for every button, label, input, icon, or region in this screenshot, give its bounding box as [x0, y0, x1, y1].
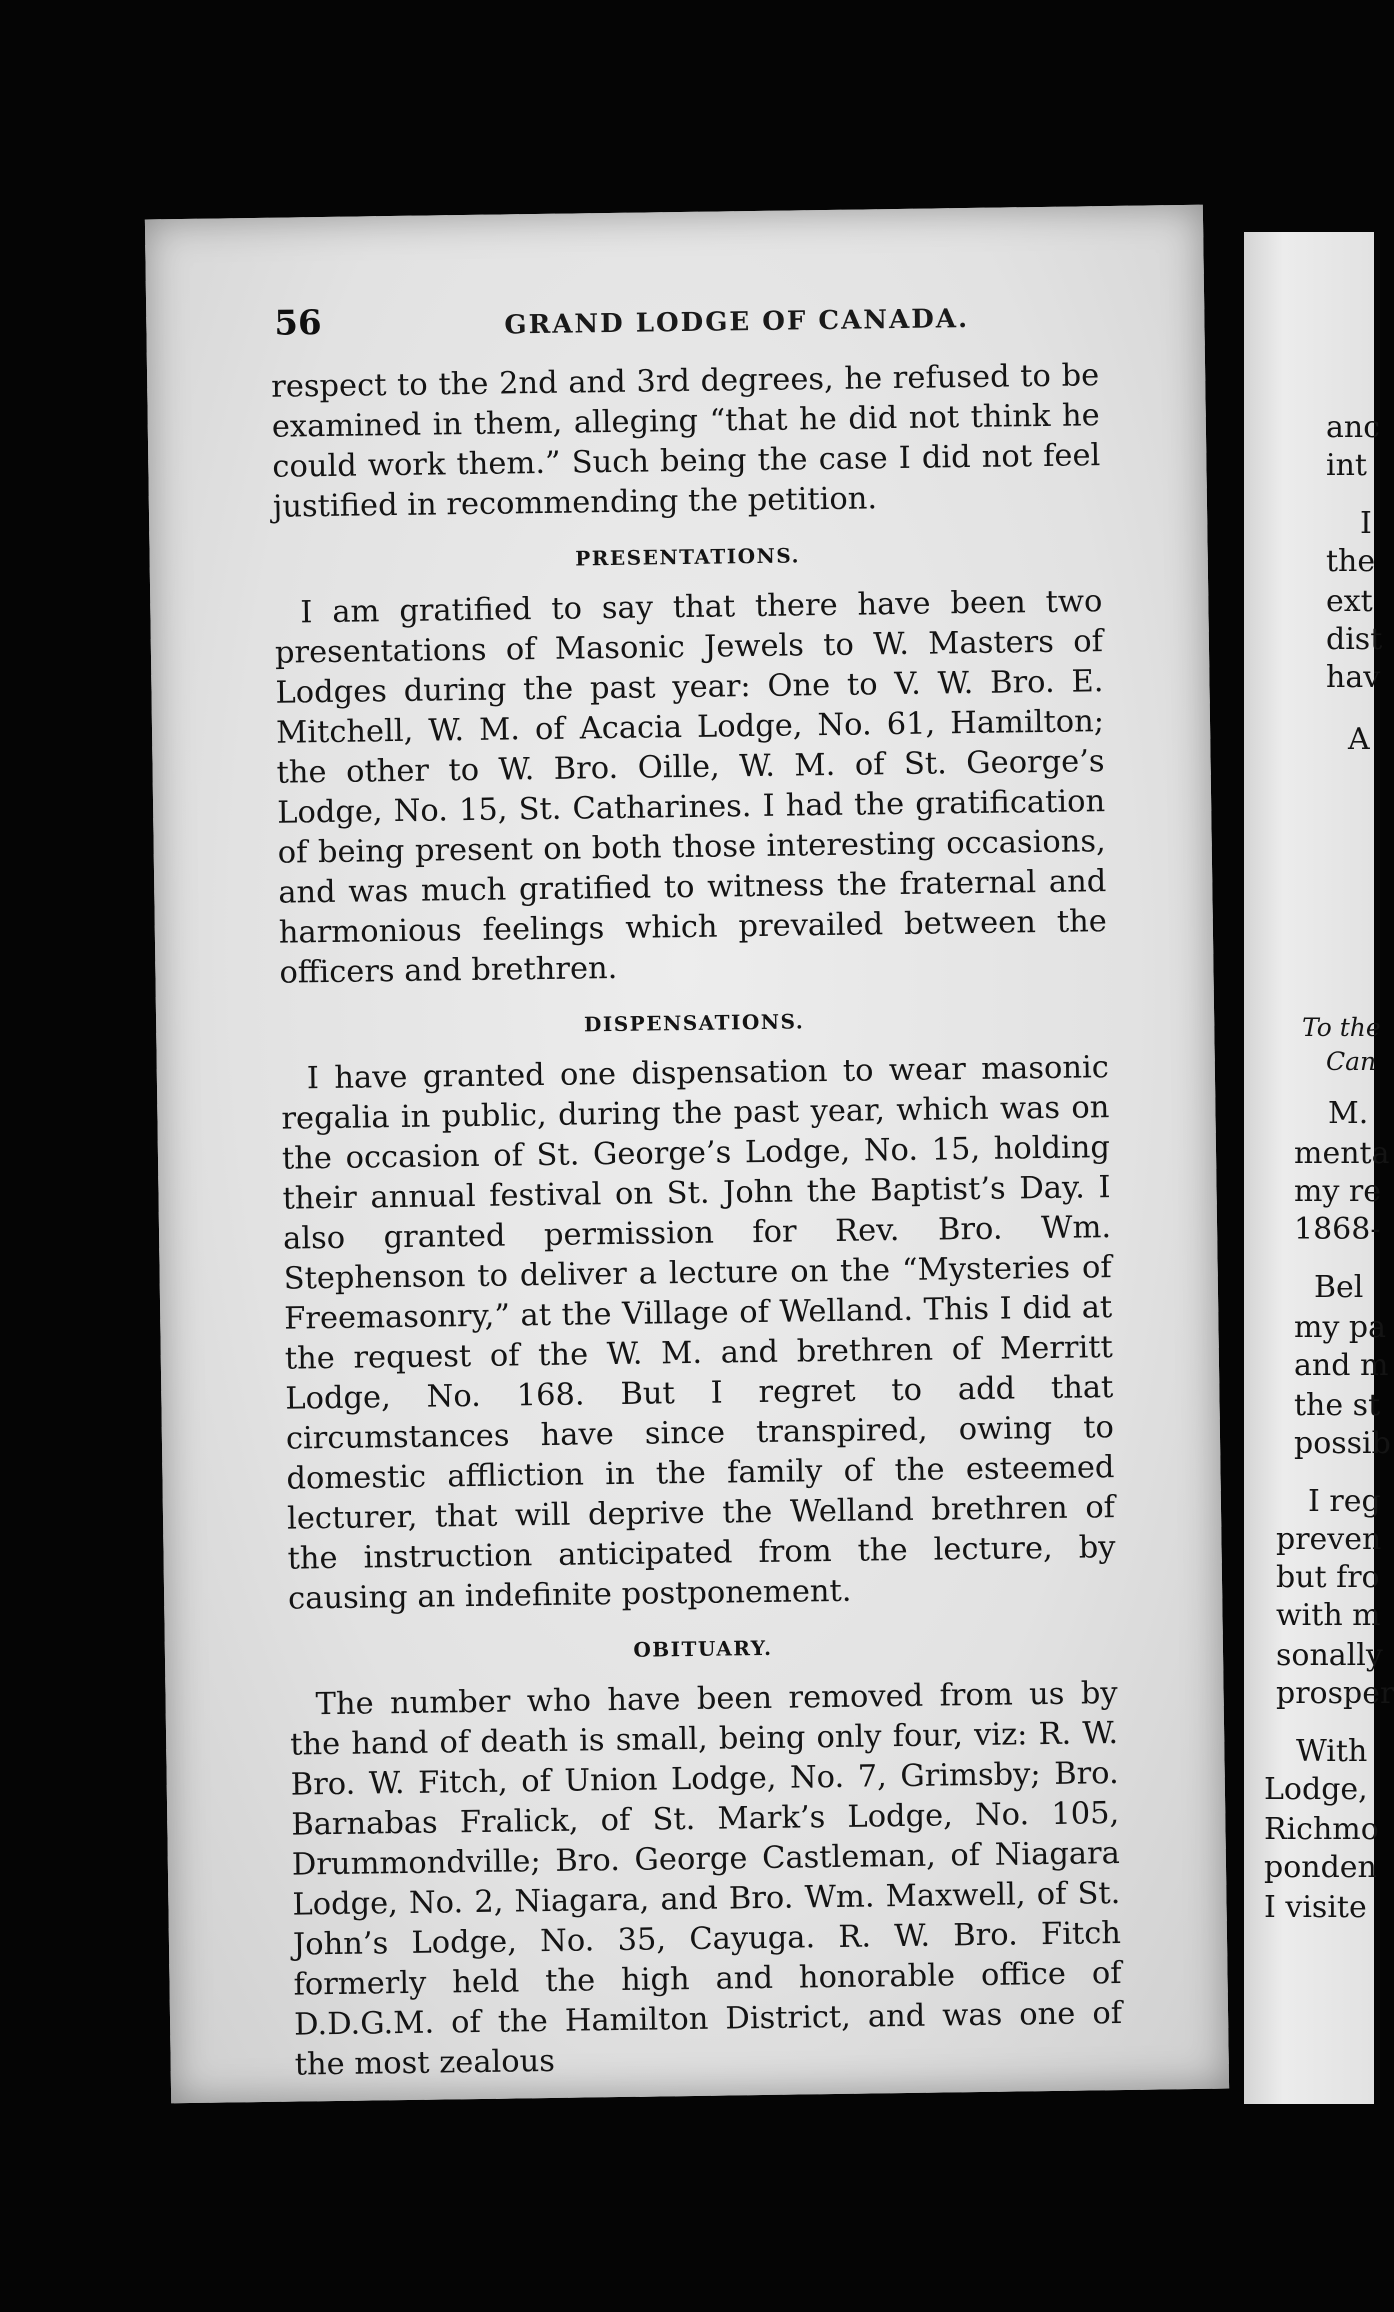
right-fragment: Bel: [1314, 1270, 1364, 1305]
right-fragment: my pa: [1294, 1310, 1387, 1345]
right-fragment: I: [1360, 506, 1372, 541]
right-fragment: with m: [1276, 1598, 1381, 1633]
right-fragment: my re: [1294, 1174, 1382, 1209]
right-fragment: hav: [1326, 660, 1381, 695]
right-fragment: anc: [1326, 410, 1381, 445]
right-fragment: I reg: [1308, 1484, 1381, 1519]
right-page: [1244, 232, 1394, 2104]
page-header: [274, 293, 1075, 354]
section-heading-obituary: OBITUARY.: [633, 1635, 773, 1662]
right-fragment: prosper: [1276, 1676, 1394, 1711]
right-fragment: int: [1326, 448, 1367, 483]
right-fragment: preven: [1276, 1522, 1382, 1557]
right-fragment: M.: [1328, 1096, 1369, 1131]
right-fragment: possib: [1294, 1426, 1391, 1461]
right-fragment: With: [1296, 1734, 1368, 1769]
right-fragment: the: [1326, 544, 1376, 579]
right-fragment: 1868-: [1294, 1212, 1381, 1247]
right-fragment: Richmo: [1264, 1812, 1379, 1847]
right-fragment: A: [1348, 722, 1370, 757]
obituary-paragraph: The number who have been removed from us by the hand of death is small, being only four, viz: R. W. Bro. W. Fitch, of Union Lodge, No. 7, Grimsby; Bro. Barnabas Fralick, of St. Mark’s Lodge, No. 105, Drummondville; Bro. George Castleman, of Niagara Lodge, No. 2, Niagara, and Bro. Wm. Maxwell, of St. John’s Lodge, No. 35, Cayuga. R. W. Bro. Fitch formerly held the high and honorable office of D.D.G.M. of the Hamilton District, and was one of the most zealous: [289, 1676, 1123, 2083]
right-fragment: Lodge,: [1264, 1772, 1368, 1807]
right-fragment: I visite: [1264, 1890, 1367, 1925]
dispensations-paragraph: I have granted one dispensation to wear masonic regalia in public, during the past year, which was on the occasion of St. George’s Lodge, No. 15, holding their annual festival on St. John the Baptist’s Day. I also granted permission for Rev. Bro. Wm. Stephenson to deliver a lecture on the “Mysteries of Freemasonry,” at the Village of Welland. This I did at the request of the W. M. and brethren of Merritt Lodge, No. 168. But I regret to add that circumstances have since transpired, owing to domestic affliction in the family of the esteemed lecturer, that will deprive the Welland brethren of the instruction anticipated from the lecture, by causing an indefinite postponement.: [281, 1050, 1116, 1617]
right-fragment: ponden: [1264, 1850, 1377, 1885]
right-fragment: To the: [1302, 1013, 1381, 1042]
page-number: 56: [274, 303, 322, 344]
section-heading-presentations: PRESENTATIONS.: [575, 543, 801, 571]
section-heading-dispensations: DISPENSATIONS.: [583, 1009, 805, 1037]
right-fragment: and m: [1294, 1348, 1389, 1383]
right-fragment: menta: [1294, 1136, 1390, 1171]
body-text: [271, 356, 1123, 2085]
right-fragment: dist: [1326, 622, 1383, 657]
presentations-paragraph: I am gratified to say that there have been two presentations of Masonic Jewels to W. Masters of Lodges during the past year: One to V. W. Bro. E. Mitchell, W. M. of Acacia Lodge, No. 61, Hamilton; the other to W. Bro. Oille, W. M. of St. George’s Lodge, No. 15, St. Catharines. I had the gratification of being present on both those interesting occasions, and was much gratified to witness the fraternal and harmonious feelings which prevailed between the officers and brethren.: [274, 584, 1108, 991]
right-fragment: the st: [1294, 1388, 1381, 1423]
right-fragment: sonally: [1276, 1638, 1383, 1673]
right-fragment: but fro: [1276, 1560, 1380, 1595]
opening-paragraph: respect to the 2nd and 3rd degrees, he refused to be examined in them, alleging “that he did not think he could work them.” Such being the case I did not feel justified in recommending the petition.: [271, 358, 1101, 525]
running-head: GRAND LODGE OF CANADA.: [504, 303, 970, 341]
left-page: [145, 205, 1229, 2104]
right-fragment: Can: [1326, 1047, 1377, 1076]
right-fragment: ext: [1326, 584, 1373, 619]
